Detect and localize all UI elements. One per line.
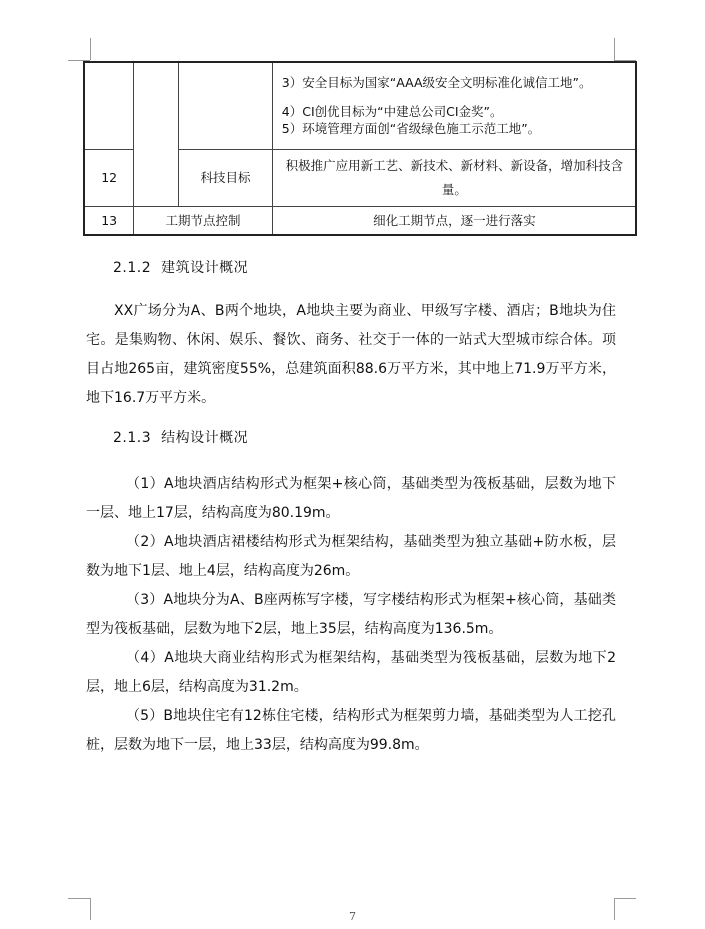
table-cell-name-empty — [179, 62, 273, 149]
crop-mark-bottom-right-h — [614, 898, 636, 899]
page-number: 7 — [349, 910, 356, 923]
section-number: 2.1.2 — [113, 260, 152, 276]
crop-mark-top-right-v — [614, 38, 615, 60]
section-heading-2-1-3 — [113, 427, 248, 447]
table-cell-name: 工期节点控制 — [134, 206, 272, 235]
table-cell-name: 科技目标 — [179, 149, 273, 206]
structure-paragraph-1: （1）A地块酒店结构形式为框架+核心筒，基础类型为筏板基础，层数为地下一层、地上17层，结构高度为80.19m。 — [86, 476, 616, 521]
crop-mark-top-left-v — [90, 38, 91, 60]
crop-mark-bottom-left-h — [68, 898, 90, 899]
goal-line-3: 3）安全目标为国家“AAA级安全文明标准化诚信工地”。 — [281, 75, 592, 90]
table-row — [84, 62, 636, 149]
building-design-paragraph: XX广场分为A、B两个地块，A地块主要为商业、甲级写字楼、酒店；B地块为住宅。是集购物、休闲、娱乐、餐饮、商务、社交于一体的一站式大型城市综合体。项目占地265亩，建筑密度55%，总建筑面积88.6万平方米，其中地上71.9万平方米，地下16.7万平方米。 — [86, 303, 616, 406]
table-cell-num: 13 — [84, 206, 134, 235]
goals-table — [83, 61, 637, 236]
table-row — [84, 206, 636, 235]
section-number: 2.1.3 — [113, 430, 152, 446]
section-title: 结构设计概况 — [161, 430, 249, 446]
section-heading-2-1-2 — [113, 257, 248, 277]
table-cell-num-empty — [84, 62, 134, 149]
structure-paragraph-5: （5）B地块住宅有12栋住宅楼，结构形式为框架剪力墙，基础类型为人工挖孔桩，层数为地下一层，地上33层，结构高度为99.8m。 — [86, 708, 616, 753]
table-cell-body: 积极推广应用新工艺、新技术、新材料、新设备，增加科技含量。 — [272, 149, 636, 206]
structure-paragraph-4: （4）A地块大商业结构形式为框架结构，基础类型为筏板基础，层数为地下2层，地上6层，结构高度为31.2m。 — [86, 650, 616, 695]
structure-paragraph-2: （2）A地块酒店裙楼结构形式为框架结构，基础类型为独立基础+防水板，层数为地下1层、地上4层，结构高度为26m。 — [86, 534, 616, 579]
section-title: 建筑设计概况 — [161, 260, 249, 276]
structure-paragraph-3: （3）A地块分为A、B座两栋写字楼，写字楼结构形式为框架+核心筒，基础类型为筏板基础，层数为地下2层，地上35层，结构高度为136.5m。 — [86, 592, 616, 637]
goal-line-5: 5）环境管理方面创“省级绿色施工示范工地”。 — [281, 121, 541, 136]
table-cell-merged — [134, 62, 179, 206]
goal-line-4: 4）CI创优目标为“中建总公司CI金奖”。 — [281, 103, 503, 119]
table-cell-body: 细化工期节点，逐一进行落实 — [272, 206, 636, 235]
table-cell-goals — [272, 62, 636, 149]
table-cell-num: 12 — [84, 149, 134, 206]
